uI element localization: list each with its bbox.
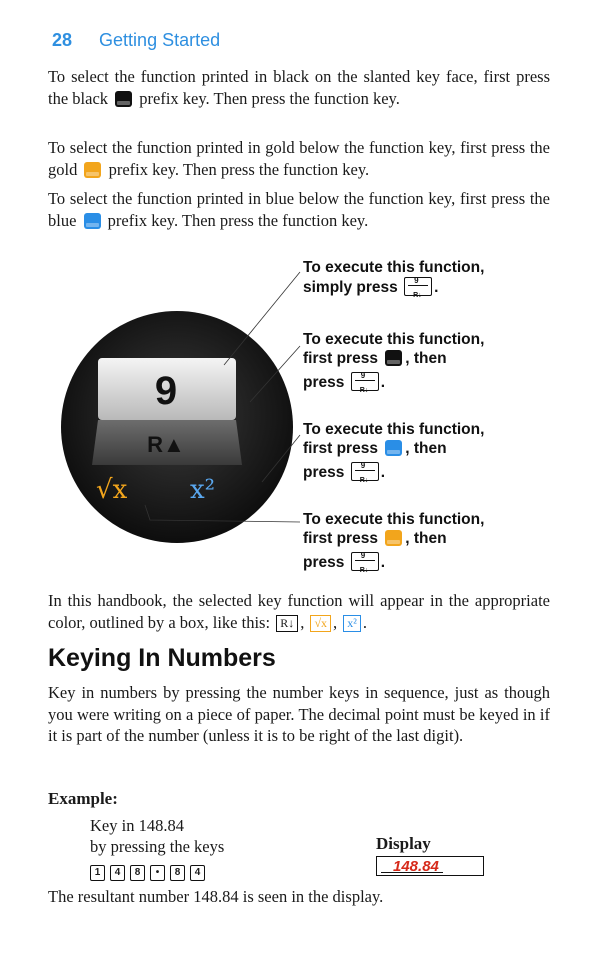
intro-blue [48, 188, 550, 231]
callout-black-line1: To execute this function, [303, 331, 485, 348]
key-9-icon [351, 551, 379, 574]
callout-blue-line3: press [303, 464, 345, 481]
section-title: Getting Started [99, 30, 221, 50]
callout-gold-line2: first press [303, 530, 378, 547]
callout-plain-line1: To execute this function, [303, 259, 485, 276]
blue-function-label: x² [190, 475, 216, 505]
section-heading: Keying In Numbers [48, 644, 276, 672]
key-9-icon [351, 461, 379, 484]
page-number: 28 [52, 30, 73, 50]
body-paragraph: Key in numbers by pressing the number keys in sequence, just as though you were writing on a piece of paper. The decimal point must be keyed in if it is part of the number (unless it is to be right of the last digit). [48, 683, 550, 745]
example-line1: Key in 148.84 [90, 816, 184, 835]
callout-black-line3: press [303, 374, 345, 391]
key-8-icon: 8 [130, 865, 145, 881]
callout-blue-line1: To execute this function, [303, 421, 485, 438]
callout-black-then: , then [405, 350, 447, 367]
example-keys [90, 859, 210, 881]
x-squared-box: x² [343, 615, 361, 632]
intro-blue-text: To select the function printed in blue below the function key, first press the blue [48, 189, 550, 230]
page-header [52, 30, 220, 51]
mini-key-sub: R↓ [359, 387, 369, 394]
mini-key-digit: 9 [414, 276, 419, 285]
handbook-text: In this handbook, the selected key function will appear in the appropriate color, outlined by a box, like this: [48, 591, 550, 632]
intro-black-text-2: prefix key. Then press the function key. [139, 88, 400, 108]
mini-key-sub: R↓ [359, 477, 369, 484]
sqrt-box: √x [310, 615, 331, 632]
intro-gold-text-2: prefix key. Then press the function key. [108, 159, 370, 179]
key-4-icon: 4 [190, 865, 205, 881]
key-digit: 9 [154, 369, 178, 413]
key-slant-label: R▲ [147, 432, 185, 457]
callout-gold-line1: To execute this function, [303, 511, 485, 528]
gold-prefix-key-icon [385, 530, 402, 546]
intro-black-text: To select the function printed in black on the slanted key face, first press the black [48, 67, 550, 108]
callout-plain: To execute this function, simply press 9 R↓ . [303, 258, 484, 297]
display-label: Display [376, 834, 431, 853]
gold-function-label: √x [96, 475, 128, 505]
callout-plain-line2: simply press [303, 279, 398, 296]
calculator-display: 148.84 [376, 856, 484, 876]
intro-gold [48, 137, 550, 180]
footer-text: The resultant number 148.84 is seen in the display. [48, 887, 384, 906]
key-9-icon [404, 276, 432, 299]
intro-black [48, 66, 550, 109]
callout-black: To execute this function, first press , then press 9 R↓ . [303, 330, 484, 392]
rdown-box: R↓ [276, 615, 298, 632]
callout-gold-line3: press [303, 554, 345, 571]
key-9-icon [351, 371, 379, 394]
callout-gold-then: , then [405, 530, 447, 547]
example-line2: by pressing the keys [90, 837, 225, 856]
blue-prefix-key-icon [84, 213, 101, 229]
handbook-paragraph: In this handbook, the selected key function will appear in the appropriate color, outlined by a box, like this: R↓ , √x , x² . [48, 591, 550, 632]
mini-key-digit: 9 [360, 551, 366, 560]
key-closeup-figure [60, 310, 295, 545]
mini-key-digit: 9 [360, 461, 366, 470]
intro-gold-text: To select the function printed in gold below the function key, first press the gold [48, 138, 550, 179]
black-prefix-key-icon [385, 350, 402, 366]
callout-blue-line2: first press [303, 440, 378, 457]
mini-key-sub: R↓ [359, 567, 369, 574]
callout-blue-then: , then [405, 440, 447, 457]
mini-key-sub: R↓ [413, 292, 422, 299]
intro-blue-text-2: prefix key. Then press the function key. [107, 210, 369, 230]
key-4-icon: 4 [110, 865, 125, 881]
gold-prefix-key-icon [84, 162, 101, 178]
black-prefix-key-icon [115, 91, 132, 107]
callout-blue: To execute this function, first press , then press 9 R↓ . [303, 420, 484, 482]
callout-gold: To execute this function, first press , then press 9 R↓ . [303, 510, 484, 572]
key-1-icon: 1 [90, 865, 105, 881]
key-decimal-icon: • [150, 865, 165, 881]
key-8-icon: 8 [170, 865, 185, 881]
blue-prefix-key-icon [385, 440, 402, 456]
callout-black-line2: first press [303, 350, 378, 367]
mini-key-digit: 9 [360, 371, 366, 380]
example-label: Example: [48, 789, 118, 808]
